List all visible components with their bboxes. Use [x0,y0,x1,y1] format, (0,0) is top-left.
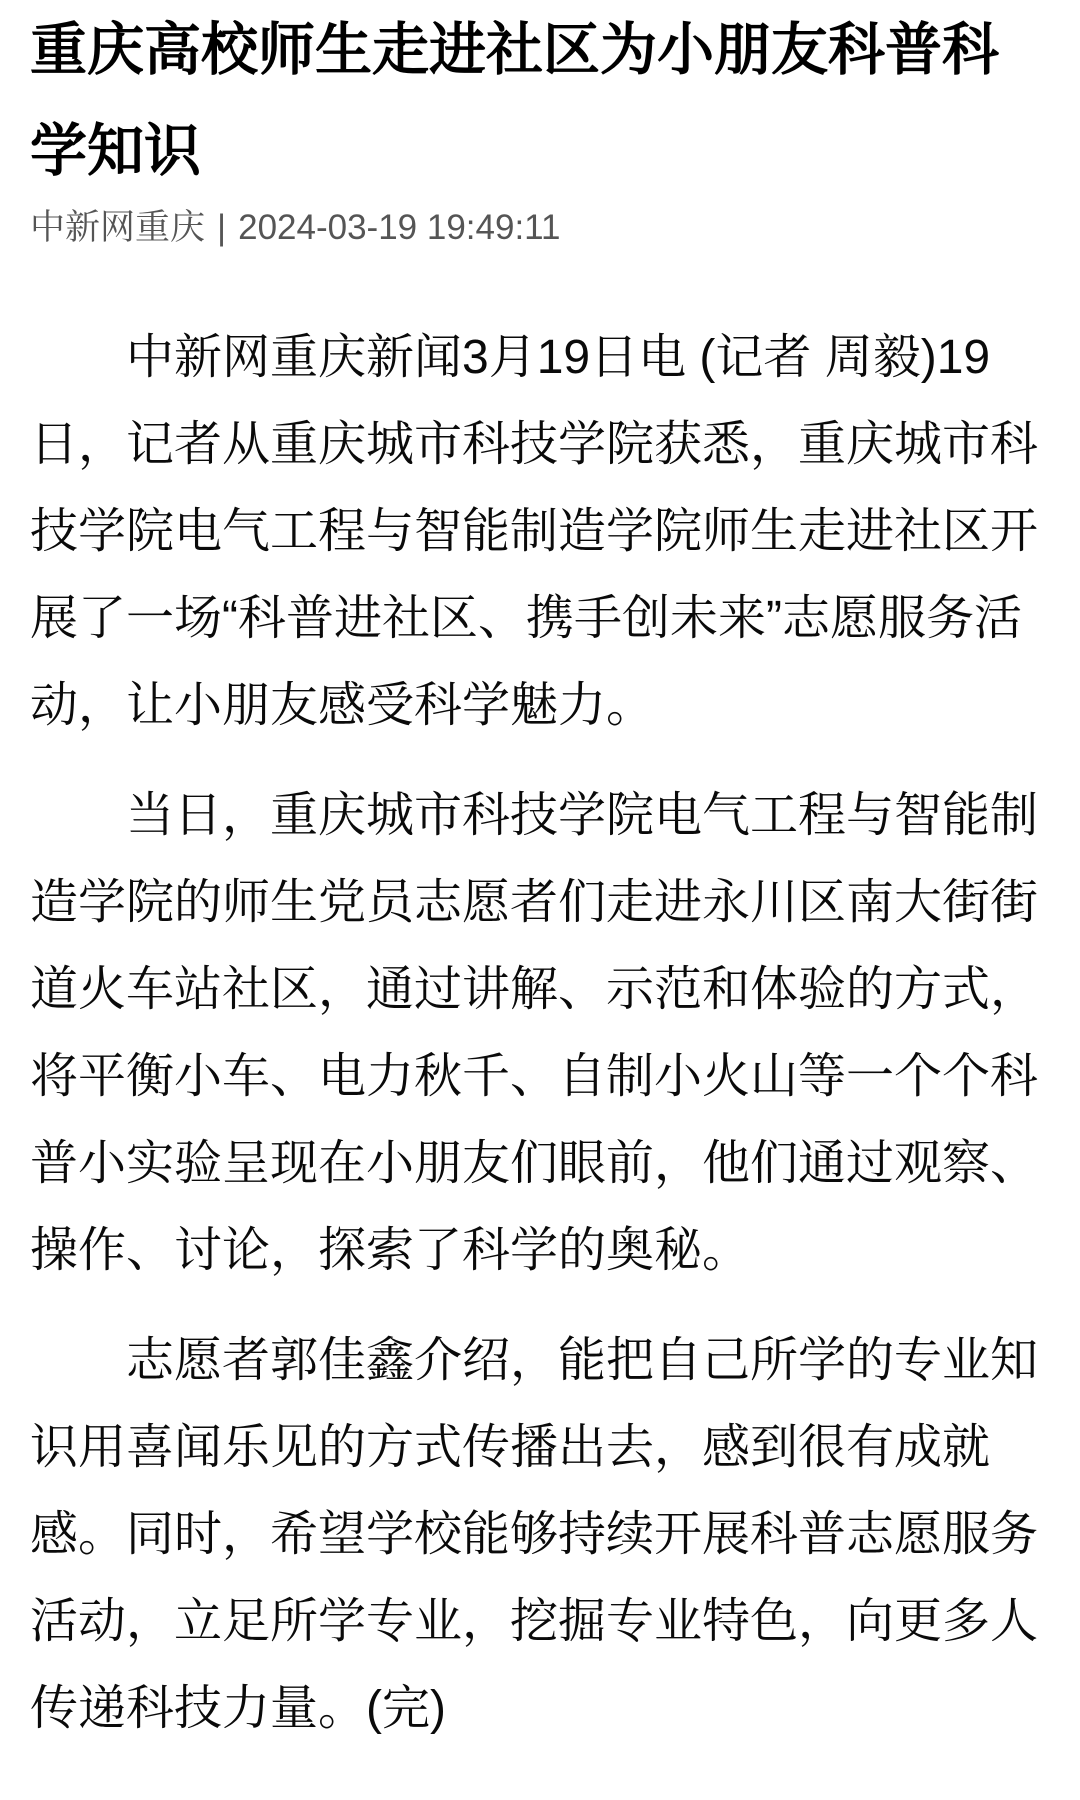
article-source: 中新网重庆 [30,208,206,247]
article-paragraph-2: 当日，重庆城市科技学院电气工程与智能制造学院的师生党员志愿者们走进永川区南大街街道火车站社区，通过讲解、示范和体验的方式，将平衡小车、电力秋千、自制小火山等一个个科普小实验呈现在小朋友们眼前，他们通过观察、操作、讨论，探索了科学的奥秘。 [30,789,1039,1277]
article-body [30,314,1050,1752]
article-datetime: 2024-03-19 19:49:11 [238,208,561,247]
byline-separator: | [217,208,227,247]
article-title: 重庆高校师生走进社区为小朋友科普科学知识 [30,18,999,183]
article-paragraph-1: 中新网重庆新闻3月19日电 (记者 周毅)19日，记者从重庆城市科技学院获悉，重庆城市科技学院电气工程与智能制造学院师生走进社区开展了一场“科普进社区、携手创未来”志愿服务活动，让小朋友感受科学魅力。 [30,331,1039,732]
article-byline [30,206,1050,250]
article-paragraph-3: 志愿者郭佳鑫介绍，能把自己所学的专业知识用喜闻乐见的方式传播出去，感到很有成就感。同时，希望学校能够持续开展科普志愿服务活动，立足所学专业，挖掘专业特色，向更多人传递科技力量。(完) [30,1334,1039,1735]
